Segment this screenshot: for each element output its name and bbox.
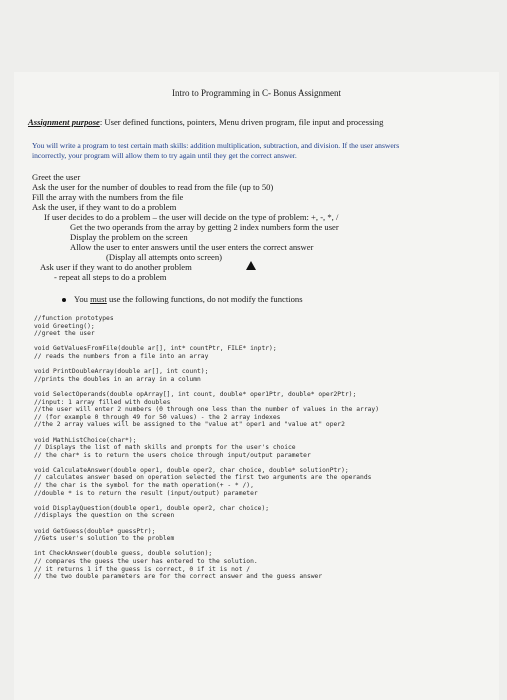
bullet-must: must	[90, 294, 107, 304]
code-line: // calculates answer based on operation selected the first two arguments are the operands	[34, 474, 372, 482]
step-enter-answers: Allow the user to enter answers until the user enters the correct answer	[70, 242, 314, 252]
assignment-purpose	[28, 117, 383, 127]
code-line: //the 2 array values will be assigned to the "value at" oper1 and "value at" oper2	[34, 421, 345, 429]
bullet-rest: use the following functions, do not modify the functions	[106, 294, 303, 304]
step-greet: Greet the user	[32, 172, 81, 182]
document-page	[14, 72, 499, 700]
code-blank	[34, 338, 379, 346]
code-line: void MathListChoice(char*);	[34, 436, 137, 444]
code-line: // (for example 0 through 49 for 50 values) - the 2 array indexes	[34, 413, 281, 421]
code-line: // reads the numbers from a file into an array	[34, 352, 209, 360]
code-line: void PrintDoubleArray(double ar[], int count);	[34, 368, 209, 376]
code-line: // compares the guess the user has entered to the solution.	[34, 558, 258, 565]
code-line: // the char is the symbol for the math operation(+ - * /),	[34, 482, 254, 490]
code-line: // Displays the list of math skills and prompts for the user's choice	[34, 444, 296, 452]
code-blank	[34, 459, 379, 467]
document-title: Intro to Programming in C- Bonus Assignment	[171, 88, 341, 98]
code-blank	[34, 383, 379, 391]
code-line: void GetGuess(double* guessPtr);	[34, 527, 156, 535]
code-line: int CheckAnswer(double guess, double solution);	[34, 550, 213, 558]
code-blank	[34, 429, 379, 437]
code-line: //Gets user's solution to the problem	[34, 535, 175, 543]
purpose-text: : User defined functions, pointers, Menu driven program, file input and processing	[99, 117, 384, 127]
code-line: //greet the user	[34, 330, 95, 338]
functions-bullet	[62, 294, 303, 304]
code-line: //the user will enter 2 numbers (0 through one less than the number of values in the array)	[34, 406, 379, 414]
code-line: void DisplayQuestion(double oper1, double oper2, char choice);	[34, 504, 270, 512]
intro-line-1: You will write a program to test certain math skills: addition multiplication, subtraction, and division. If the user answers	[32, 141, 400, 150]
code-line: // the char* is to return the users choice through input/output parameter	[34, 451, 311, 459]
code-line: void CalculateAnswer(double oper1, double oper2, char choice, double* solutionPtr);	[34, 466, 349, 474]
step-repeat: - repeat all steps to do a problem	[54, 272, 167, 282]
purpose-label: Assignment purpose	[28, 117, 100, 127]
mouse-cursor-icon	[246, 261, 256, 270]
step-ask-count: Ask the user for the number of doubles to read from the file (up to 50)	[32, 182, 274, 192]
code-block	[34, 315, 379, 581]
step-ask-problem: Ask the user, if they want to do a problem	[32, 202, 177, 212]
code-line: // it returns 1 if the guess is correct, 0 if it is not /	[34, 565, 251, 573]
code-line: void Greeting();	[34, 322, 95, 330]
code-line: // the two double parameters are for the correct answer and the guess answer	[34, 573, 323, 581]
code-line: //double * is to return the result (input/output) parameter	[34, 489, 258, 497]
code-blank	[34, 520, 379, 528]
bullet-prefix: You	[74, 294, 91, 304]
code-blank	[34, 361, 379, 369]
step-fill-array: Fill the array with the numbers from the file	[32, 192, 184, 202]
bullet-icon	[62, 298, 66, 302]
code-line: //input: 1 array filled with doubles	[34, 398, 171, 406]
code-line: //displays the question on the screen	[34, 512, 175, 520]
code-blank	[34, 497, 379, 505]
code-line: //function prototypes	[34, 315, 114, 322]
code-blank	[34, 543, 379, 551]
step-ask-another: Ask user if they want to do another problem	[40, 262, 192, 272]
step-get-operands: Get the two operands from the array by getting 2 index numbers form the user	[70, 222, 339, 232]
code-line: void GetValuesFromFile(double ar[], int* countPtr, FILE* inptr);	[34, 345, 277, 353]
step-display-problem: Display the problem on the screen	[70, 232, 188, 242]
step-display-attempts: (Display all attempts onto screen)	[106, 252, 222, 262]
step-decide-problem: If user decides to do a problem – the user will decide on the type of problem: +, -, *, /	[44, 212, 339, 222]
code-line: //prints the doubles in an array in a column	[34, 375, 201, 383]
intro-line-2: incorrectly, your program will allow them to try again until they get the correct answer.	[32, 151, 297, 160]
code-line: void SelectOperands(double opArray[], int count, double* oper1Ptr, double* oper2Ptr);	[34, 390, 357, 398]
